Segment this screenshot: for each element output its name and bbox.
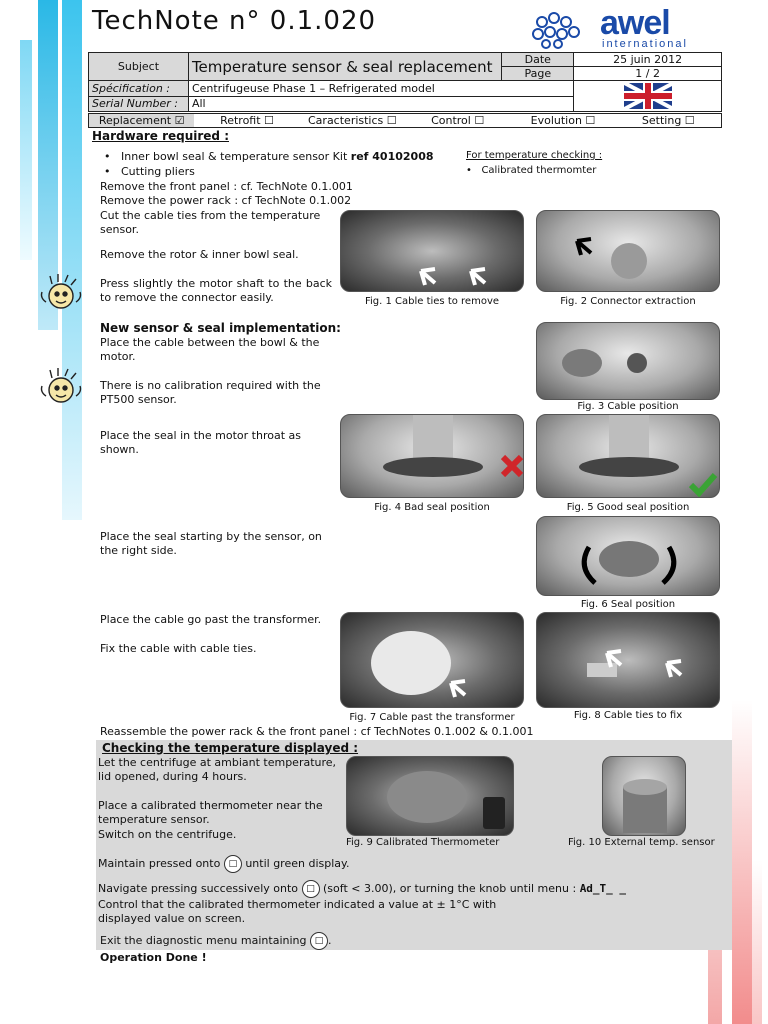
date-label: Date bbox=[502, 53, 574, 67]
motor-shaft-icon bbox=[537, 323, 720, 400]
checking-step-thermometer: Place a calibrated thermometer near the temperature sensor. bbox=[98, 799, 323, 826]
category-retrofit: Retrofit ☐ bbox=[220, 114, 274, 127]
logo-text: awel bbox=[600, 4, 670, 42]
thermometer-icon bbox=[347, 757, 514, 836]
hardware-item-1-text: Inner bowl seal & temperature sensor Kit bbox=[120, 150, 351, 163]
header-table bbox=[88, 52, 722, 112]
photo-cable-position bbox=[536, 322, 720, 400]
step-front-panel: Remove the front panel : cf. TechNote 0.1.001 bbox=[100, 180, 353, 193]
fig-8-caption: Fig. 8 Cable ties to fix bbox=[573, 710, 683, 721]
checking-step-navigate bbox=[98, 880, 626, 898]
fig-1-caption: Fig. 1 Cable ties to remove bbox=[364, 296, 500, 307]
operation-done: Operation Done ! bbox=[100, 951, 207, 964]
checking-step-maintain bbox=[98, 855, 349, 873]
maintain-text-end: until green display. bbox=[245, 857, 350, 870]
fig-9-caption: Fig. 9 Calibrated Thermometer bbox=[346, 837, 500, 848]
step-seal-throat: Place the seal in the motor throat as shown. bbox=[100, 429, 301, 456]
maintain-text: Maintain pressed onto bbox=[98, 857, 221, 870]
page-value: 1 / 2 bbox=[574, 67, 722, 81]
exit-text: Exit the diagnostic menu maintaining bbox=[100, 934, 307, 947]
button-icon: □ bbox=[224, 855, 242, 873]
category-setting: Setting ☐ bbox=[641, 114, 695, 127]
photo-cable-ties-fix bbox=[536, 612, 720, 708]
menu-code: Ad_T_ _ bbox=[579, 882, 627, 895]
left-bar-3 bbox=[20, 40, 32, 260]
uk-flag-icon bbox=[624, 83, 672, 109]
navigate-text-end: (soft < 3.00), or turning the knob until menu : bbox=[323, 882, 577, 895]
photo-calibrated-thermometer bbox=[346, 756, 514, 836]
page-title: TechNote n° 0.1.020 bbox=[92, 6, 377, 36]
hardware-item-2-text: Cutting pliers bbox=[120, 165, 195, 178]
cross-icon bbox=[341, 415, 524, 498]
checking-step-ambient: Let the centrifuge at ambiant temperature, lid opened, during 4 hours. bbox=[98, 756, 337, 783]
fig-2-caption: Fig. 2 Connector extraction bbox=[560, 296, 696, 307]
step-cut-ties: Cut the cable ties from the temperature sensor. bbox=[100, 209, 321, 236]
checking-step-switch-on: Switch on the centrifuge. bbox=[98, 828, 237, 841]
step-remove-rotor: Remove the rotor & inner bowl seal. bbox=[100, 248, 299, 261]
awel-logo bbox=[530, 4, 720, 52]
category-control: Control ☐ bbox=[431, 114, 485, 127]
step-fix-cable: Fix the cable with cable ties. bbox=[100, 642, 257, 655]
arrow-icon bbox=[537, 613, 720, 708]
hardware-item-2: • Cutting pliers bbox=[104, 165, 195, 178]
new-sensor-heading: New sensor & seal implementation: bbox=[100, 321, 341, 335]
fig-10-caption: Fig. 10 External temp. sensor bbox=[568, 837, 715, 848]
step-place-cable: Place the cable between the bowl & the motor. bbox=[100, 336, 320, 363]
temp-check-heading: For temperature checking : bbox=[466, 150, 603, 161]
arrow-icon bbox=[341, 613, 524, 708]
category-evolution: Evolution ☐ bbox=[530, 114, 596, 127]
fig-6-caption: Fig. 6 Seal position bbox=[580, 599, 676, 610]
button-icon: □ bbox=[302, 880, 320, 898]
date-value: 25 juin 2012 bbox=[574, 53, 722, 67]
mascot-icon bbox=[38, 366, 84, 412]
photo-bad-seal bbox=[340, 414, 524, 498]
arrow-icon bbox=[537, 211, 720, 292]
button-icon: □ bbox=[310, 932, 328, 950]
right-bar-2 bbox=[732, 700, 752, 1024]
left-bar-2 bbox=[62, 0, 82, 520]
photo-cable-transformer bbox=[340, 612, 524, 708]
right-bar-3 bbox=[752, 860, 762, 1024]
temp-check-item: • Calibrated thermomter bbox=[466, 165, 597, 176]
fig-7-caption: Fig. 7 Cable past the transformer bbox=[349, 712, 515, 723]
checking-heading: Checking the temperature displayed : bbox=[102, 741, 359, 755]
checking-step-exit bbox=[100, 932, 331, 950]
category-replacement: Replacement ☑ bbox=[89, 114, 194, 127]
arrow-icon bbox=[341, 211, 524, 292]
serial-value: All bbox=[188, 96, 573, 112]
step-reassemble: Reassemble the power rack & the front panel : cf TechNotes 0.1.002 & 0.1.001 bbox=[100, 725, 534, 738]
spec-label: Spécification : bbox=[89, 81, 189, 97]
flag-cell bbox=[574, 81, 722, 112]
page-label: Page bbox=[502, 67, 574, 81]
logo-icon bbox=[530, 10, 600, 50]
step-no-calibration: There is no calibration required with the PT500 sensor. bbox=[100, 379, 321, 406]
photo-seal-position bbox=[536, 516, 720, 596]
kit-ref: ref 40102008 bbox=[350, 150, 434, 163]
check-icon bbox=[537, 415, 720, 498]
step-cable-transformer: Place the cable go past the transformer. bbox=[100, 613, 322, 626]
step-press-shaft: Press slightly the motor shaft to the back to remove the connector easily. bbox=[100, 277, 332, 304]
fig-3-caption: Fig. 3 Cable position bbox=[577, 401, 679, 412]
photo-connector-extraction bbox=[536, 210, 720, 292]
photo-external-sensor bbox=[602, 756, 686, 836]
category-row bbox=[88, 113, 722, 128]
hardware-heading: Hardware required : bbox=[92, 129, 229, 143]
photo-cable-ties-remove bbox=[340, 210, 524, 292]
subject-label: Subject bbox=[89, 53, 189, 81]
photo-good-seal bbox=[536, 414, 720, 498]
category-caracteristics: Caracteristics ☐ bbox=[308, 114, 397, 127]
fig-5-caption: Fig. 5 Good seal position bbox=[566, 502, 690, 513]
serial-label: Serial Number : bbox=[89, 96, 189, 112]
logo-subtitle: international bbox=[602, 38, 688, 50]
exit-text-end: . bbox=[327, 934, 332, 947]
subject-value: Temperature sensor & seal replacement bbox=[188, 53, 501, 81]
step-power-rack: Remove the power rack : cf TechNote 0.1.002 bbox=[100, 194, 352, 207]
mascot-icon bbox=[38, 272, 84, 318]
spec-value: Centrifugeuse Phase 1 – Refrigerated model bbox=[188, 81, 573, 97]
navigate-text: Navigate pressing successively onto bbox=[98, 882, 299, 895]
checking-step-control: Control that the calibrated thermometer indicated a value at ± 1°C with displayed value on screen. bbox=[98, 898, 497, 925]
fig-4-caption: Fig. 4 Bad seal position bbox=[374, 502, 490, 513]
sensor-icon bbox=[603, 757, 686, 836]
rotation-arrow-icon bbox=[537, 517, 720, 596]
step-seal-sensor: Place the seal starting by the sensor, on the right side. bbox=[100, 530, 322, 557]
hardware-item-1: • Inner bowl seal & temperature sensor Kit ref 40102008 bbox=[104, 150, 434, 163]
temp-check-item-text: Calibrated thermomter bbox=[481, 165, 597, 176]
